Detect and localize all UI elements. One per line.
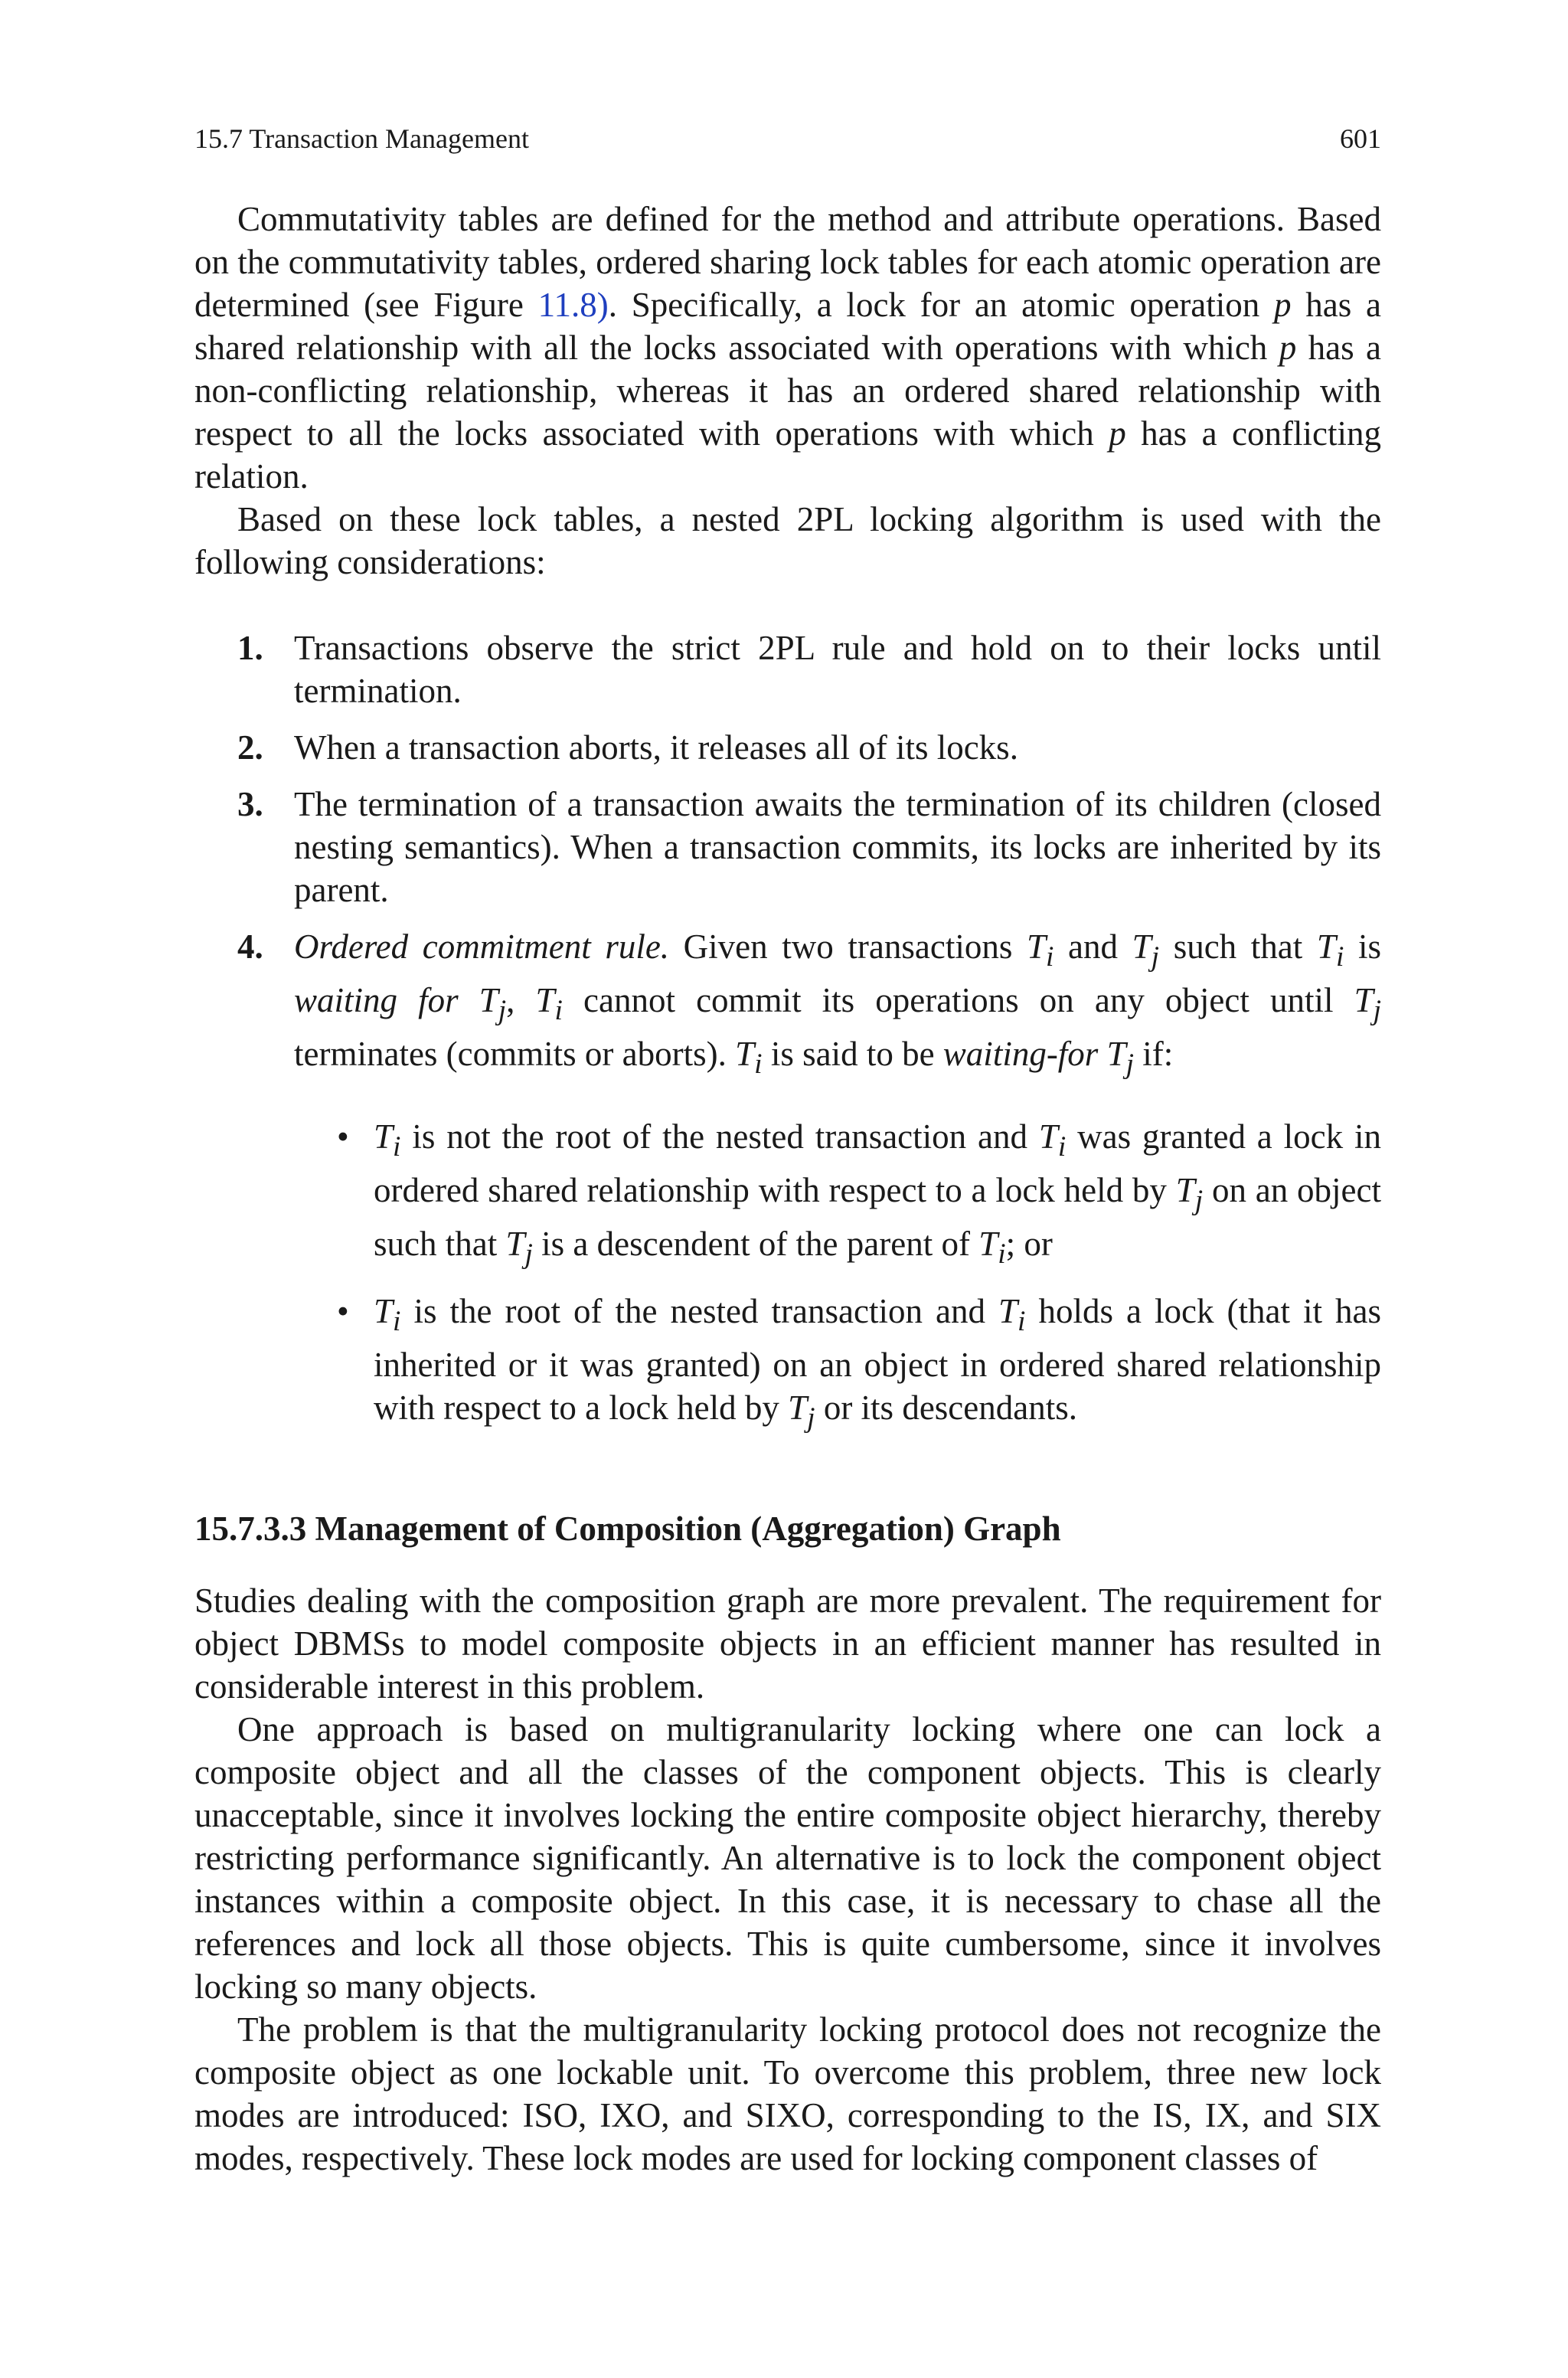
figure-link[interactable]: 11.8) — [537, 286, 609, 324]
running-head — [194, 123, 1381, 161]
list-item: 2. When a transaction aborts, it releases all of its locks. — [237, 728, 1018, 767]
considerations-list — [194, 626, 1381, 1440]
bullet-item: • $T_i$ is the root of the nested transaction and $T_i$ holds a lock (that it has inherited or it was granted) on an object in ordered shared relationship with respect to a lock held by $T_j$ or its descendants. — [294, 1290, 1381, 1440]
condition-bullets — [294, 1115, 1381, 1440]
paragraph-2: Based on these lock tables, a nested 2PL locking algorithm is used with the following considerations: — [194, 500, 1381, 581]
bullet-item: • $T_i$ is not the root of the nested transaction and $T_i$ was granted a lock in ordered shared relationship with respect to a lock held by $T_j$ on an object such that $T_j$ is a descendent of the parent of $T_i$; or — [294, 1115, 1381, 1276]
paragraph-4: One approach is based on multigranularity locking where one can lock a composite object and all the classes of the component objects. This is clearly unacceptable, since it involves locking the entire composite object hierarchy, thereby restricting performance significantly. An alternative is to lock the component object instances within a composite object. In this case, it is necessary to chase all the references and lock all those objects. This is quite cumbersome, since it involves locking so many objects. — [194, 1710, 1381, 2006]
page-number: 601 — [1340, 123, 1381, 154]
list-item: 1. Transactions observe the strict 2PL rule and hold on to their locks until termination. — [237, 629, 1381, 710]
section-heading: 15.7.3.3 Management of Composition (Aggregation) Graph — [194, 1510, 1061, 1548]
body-text — [194, 198, 1381, 2180]
bullet-icon: • — [337, 1117, 349, 1156]
paragraph-1: Commutativity tables are defined for the method and attribute operations. Based on the commutativity tables, ordered sharing lock tables for each atomic operation are determined (see Figure 11.8). Specifically, a lock for an atomic operation p has a shared relationship with all the locks associated with operations with which p has a non-conflicting relationship, whereas it has an ordered shared relationship with respect to all the locks associated with operations with which p has a conflicting relation. — [194, 200, 1382, 496]
list-item: 3. The termination of a transaction awaits the termination of its children (closed nesting semantics). When a transaction commits, its locks are inherited by its parent. — [237, 785, 1381, 909]
bullet-icon: • — [337, 1292, 349, 1330]
list-item: 4. Ordered commitment rule. Given two transactions $T_i$ and $T_j$ such that $T_i$ is waiting for $T_j$, $T_i$ cannot commit its operations on any object until $T_j$ terminates (commits or aborts). $T_i$ is said to be waiting-for $T_j$ if: • $T_i$ is not the root of the nested transaction and $T_i$ was granted a lock in ordered shared relationship with respect to a lock held by $T_j$ on an object such that $T_j$ is a descendent of the parent of $T_i$; or • $T_i$ is the root of the nested transaction and $T_i$ holds a lock (that it has inherited or it was granted) on an object in ordered shared relationship with respect to a lock held by $T_j$ or its descendants. — [194, 925, 1381, 1440]
section-header: 15.7 Transaction Management — [194, 123, 529, 154]
paragraph-5: The problem is that the multigranularity locking protocol does not recognize the composite object as one lockable unit. To overcome this problem, three new lock modes are introduced: ISO, IXO, and SIXO, corresponding to the IS, IX, and SIX modes, respectively. These lock modes are used for locking component classes of — [194, 2010, 1381, 2177]
paragraph-3: Studies dealing with the composition graph are more prevalent. The requirement for object DBMSs to model composite objects in an efficient manner has resulted in considerable interest in this problem. — [194, 1582, 1381, 1706]
